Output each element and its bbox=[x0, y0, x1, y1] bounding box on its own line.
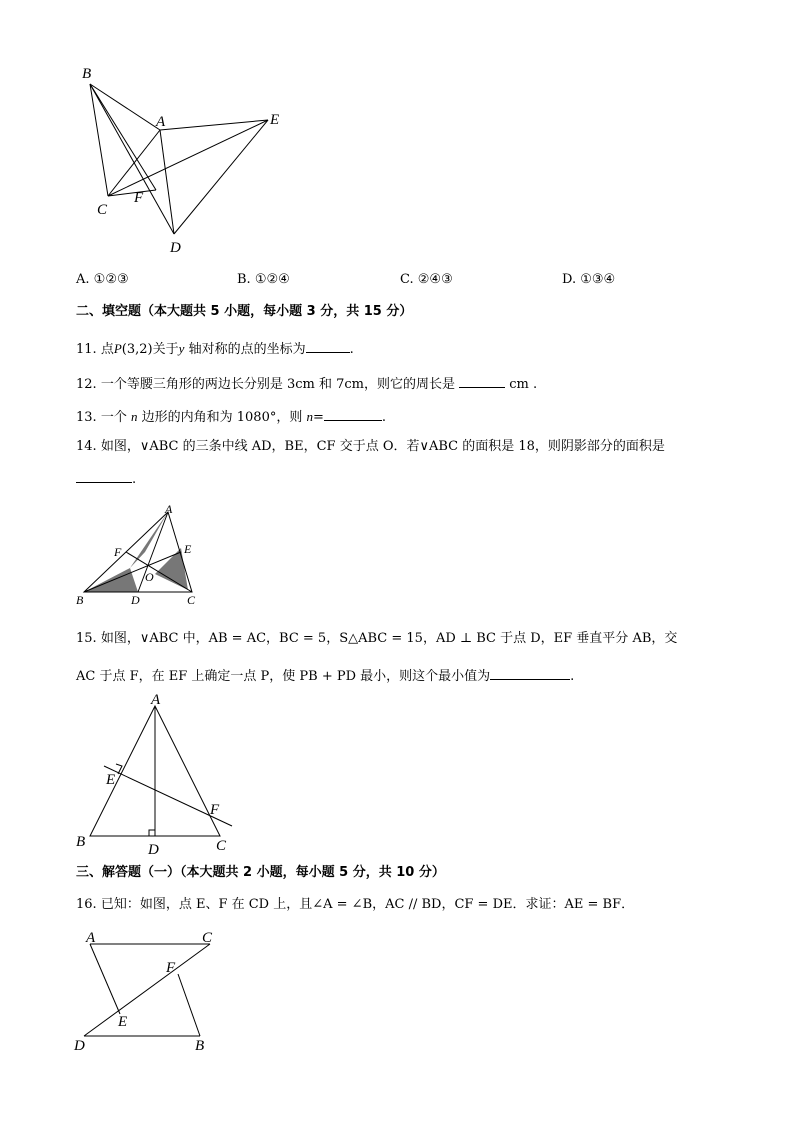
figure-3-isosceles bbox=[70, 690, 250, 860]
section-3-heading: 三、解答题（一）（本大题共 2 小题，每小题 5 分，共 10 分） bbox=[76, 865, 445, 880]
choice-d[interactable]: D. ①③④ bbox=[562, 272, 616, 287]
label-D: D bbox=[131, 593, 140, 607]
label-B: B bbox=[76, 593, 84, 607]
answer-blank[interactable] bbox=[459, 375, 505, 388]
answer-blank[interactable] bbox=[76, 470, 132, 483]
figure-4-quadrilateral bbox=[70, 922, 230, 1062]
label-B: B bbox=[82, 66, 92, 82]
label-A: A bbox=[165, 502, 173, 516]
label-A: A bbox=[156, 114, 166, 130]
question-15-line-1: 15. 如图，∨ABC 中，AB = AC，BC = 5，S△ABC = 15，AD ⊥ BC 于点 D，EF 垂直平分 AB，交 bbox=[76, 631, 678, 646]
label-F: F bbox=[166, 960, 176, 976]
label-A: A bbox=[86, 930, 96, 946]
label-C: C bbox=[187, 593, 196, 607]
label-C: C bbox=[202, 930, 213, 946]
question-11: 11. 点P(3,2)关于y 轴对称的点的坐标为 . bbox=[76, 341, 354, 357]
answer-blank[interactable] bbox=[490, 667, 570, 680]
label-E: E bbox=[106, 772, 116, 788]
label-D: D bbox=[170, 240, 181, 256]
question-15-line-2: AC 于点 F，在 EF 上确定一点 P，使 PB + PD 最小，则这个最小值为 . bbox=[76, 669, 575, 684]
choice-a[interactable]: A. ①②③ bbox=[76, 272, 129, 287]
label-B: B bbox=[76, 834, 86, 850]
choice-c[interactable]: C. ②④③ bbox=[400, 272, 453, 287]
label-O: O bbox=[145, 570, 154, 584]
section-2-heading: 二、填空题（本大题共 5 小题，每小题 3 分，共 15 分） bbox=[76, 304, 413, 319]
choice-b[interactable]: B. ①②④ bbox=[237, 272, 290, 287]
label-D: D bbox=[148, 842, 159, 858]
question-13: 13. 一个 n 边形的内角和为 1080°，则 n= . bbox=[76, 409, 387, 425]
label-F: F bbox=[210, 802, 220, 818]
label-E: E bbox=[184, 542, 192, 556]
question-14: 14. 如图，∨ABC 的三条中线 AD，BE，CF 交于点 O．若∨ABC 的面积是 18，则阴影部分的面积是 bbox=[76, 439, 665, 454]
figure-1-triangles bbox=[70, 60, 300, 260]
question-14-answer-line: . bbox=[76, 470, 136, 489]
question-12: 12. 一个等腰三角形的两边长分别是 3cm 和 7cm，则它的周长是 cm . bbox=[76, 377, 538, 392]
label-A: A bbox=[151, 692, 161, 708]
answer-blank[interactable] bbox=[324, 408, 382, 421]
label-C: C bbox=[216, 838, 227, 854]
label-B: B bbox=[195, 1038, 205, 1054]
label-C: C bbox=[97, 202, 108, 218]
label-D: D bbox=[74, 1038, 85, 1054]
label-F: F bbox=[114, 545, 122, 559]
label-F: F bbox=[134, 190, 144, 206]
figure-2-medians bbox=[70, 500, 210, 610]
label-E: E bbox=[270, 112, 280, 128]
answer-blank[interactable] bbox=[306, 340, 350, 353]
label-E: E bbox=[118, 1014, 128, 1030]
question-16: 16. 已知：如图，点 E、F 在 CD 上，且∠A = ∠B，AC // BD，CF = DE．求证：AE = BF． bbox=[76, 897, 635, 912]
